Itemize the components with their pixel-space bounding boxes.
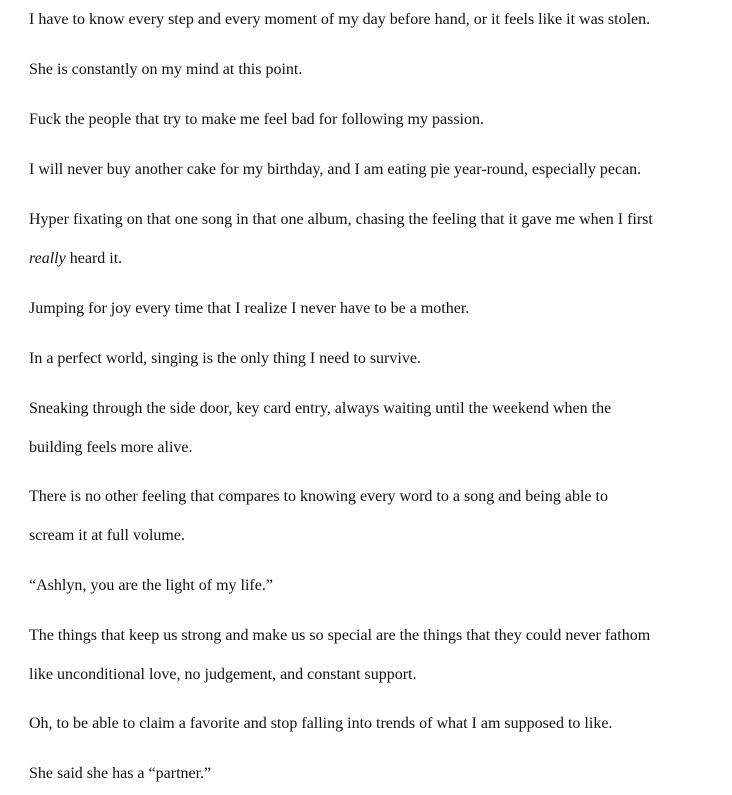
paragraph-text: heard it. (65, 250, 123, 267)
paragraph-line: “Ashlyn, you are the light of my life.” (29, 577, 273, 594)
paragraph-line: Sneaking through the side door, key card entry, always waiting until the weekend when the (29, 400, 612, 417)
paragraph (29, 616, 719, 694)
paragraph (29, 566, 719, 605)
paragraph (29, 200, 719, 278)
paragraph-line: Oh, to be able to claim a favorite and stop falling into trends of what I am supposed to like. (29, 715, 613, 732)
paragraph-line (29, 239, 719, 278)
paragraph (29, 754, 719, 793)
paragraph-line: She is constantly on my mind at this point. (29, 61, 303, 78)
paragraph (29, 0, 719, 39)
paragraph (29, 704, 719, 743)
paragraph-line: There is no other feeling that compares to knowing every word to a song and being able to (29, 488, 608, 505)
paragraph (29, 150, 719, 189)
paragraph (29, 50, 719, 89)
paragraph (29, 477, 719, 555)
paragraph-line: I have to know every step and every moment of my day before hand, or it feels like it was stolen. (29, 11, 651, 28)
paragraph (29, 389, 719, 467)
paragraph-line: Jumping for joy every time that I realize I never have to be a mother. (29, 300, 470, 317)
paragraph-line: She said she has a “partner.” (29, 765, 212, 782)
paragraph-line: scream it at full volume. (29, 527, 185, 544)
paragraph (29, 339, 719, 378)
paragraph-line: Hyper fixating on that one song in that one album, chasing the feeling that it gave me when I first (29, 211, 653, 228)
paragraph (29, 289, 719, 328)
paragraph (29, 100, 719, 139)
emphasis-text: really (29, 250, 66, 267)
paragraph-line: like unconditional love, no judgement, and constant support. (29, 666, 417, 683)
paragraph-line: building feels more alive. (29, 439, 193, 456)
paragraph-line: The things that keep us strong and make us so special are the things that they could never fathom (29, 627, 651, 644)
paragraph-line: In a perfect world, singing is the only thing I need to survive. (29, 350, 421, 367)
paragraph-line: I will never buy another cake for my birthday, and I am eating pie year-round, especially pecan. (29, 161, 642, 178)
paragraph-line: Fuck the people that try to make me feel bad for following my passion. (29, 111, 484, 128)
